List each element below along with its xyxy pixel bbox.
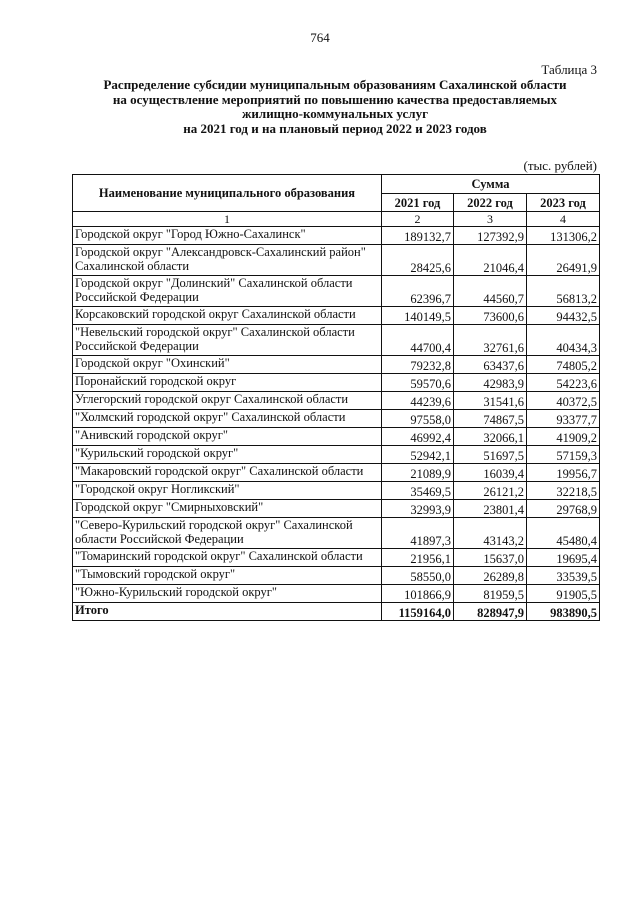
municipality-name: Городской округ "Смирныховский"	[73, 500, 382, 518]
amount-2023: 40434,3	[527, 325, 600, 356]
amount-2022: 23801,4	[454, 500, 527, 518]
table-row	[73, 500, 600, 518]
amount-2021: 189132,7	[382, 227, 454, 245]
municipality-name: "Городской округ Ногликский"	[73, 482, 382, 500]
sum-column-header: Сумма	[382, 175, 600, 194]
amount-2021: 52942,1	[382, 446, 454, 464]
amount-2022: 26121,2	[454, 482, 527, 500]
table-row	[73, 374, 600, 392]
amount-2022: 32066,1	[454, 428, 527, 446]
amount-2021: 44700,4	[382, 325, 454, 356]
title-line: жилищно-коммунальных услуг	[241, 106, 428, 121]
amount-2021: 21089,9	[382, 464, 454, 482]
table-label: Таблица 3	[541, 62, 597, 77]
table-row	[73, 307, 600, 325]
amount-2022: 26289,8	[454, 567, 527, 585]
municipality-name: Городской округ "Город Южно-Сахалинск"	[73, 227, 382, 245]
amount-2023: 93377,7	[527, 410, 600, 428]
amount-2021: 97558,0	[382, 410, 454, 428]
units-label: (тыс. рублей)	[523, 158, 597, 173]
amount-2023: 94432,5	[527, 307, 600, 325]
page-number: 764	[310, 30, 330, 45]
total-2023: 983890,5	[527, 603, 600, 621]
table-title	[70, 78, 600, 136]
subsidy-table	[72, 174, 600, 621]
amount-2021: 46992,4	[382, 428, 454, 446]
amount-2023: 74805,2	[527, 356, 600, 374]
table-row	[73, 428, 600, 446]
amount-2021: 101866,9	[382, 585, 454, 603]
amount-2023: 29768,9	[527, 500, 600, 518]
year-header-2021: 2021 год	[382, 194, 454, 212]
table-row	[73, 518, 600, 549]
amount-2022: 43143,2	[454, 518, 527, 549]
title-line: на осуществление мероприятий по повышению качества предоставляемых	[112, 91, 558, 107]
table-row	[73, 482, 600, 500]
total-2022: 828947,9	[454, 603, 527, 621]
amount-2023: 56813,2	[527, 276, 600, 307]
table-row	[73, 356, 600, 374]
amount-2023: 45480,4	[527, 518, 600, 549]
amount-2021: 21956,1	[382, 549, 454, 567]
municipality-name: "Холмский городской округ" Сахалинской области	[73, 410, 382, 428]
amount-2023: 32218,5	[527, 482, 600, 500]
total-row	[73, 603, 600, 621]
table-row	[73, 567, 600, 585]
column-index: 3	[454, 212, 527, 227]
municipality-name: "Невельский городской округ" Сахалинской области Российской Федерации	[73, 325, 382, 356]
amount-2022: 81959,5	[454, 585, 527, 603]
municipality-name: "Курильский городской округ"	[73, 446, 382, 464]
amount-2022: 16039,4	[454, 464, 527, 482]
table-row	[73, 549, 600, 567]
table-row	[73, 446, 600, 464]
amount-2021: 140149,5	[382, 307, 454, 325]
amount-2022: 63437,6	[454, 356, 527, 374]
amount-2022: 127392,9	[454, 227, 527, 245]
amount-2022: 42983,9	[454, 374, 527, 392]
amount-2022: 44560,7	[454, 276, 527, 307]
table-row	[73, 245, 600, 276]
name-column-header: Наименование муниципального образования	[73, 175, 382, 212]
table-row	[73, 410, 600, 428]
amount-2022: 74867,5	[454, 410, 527, 428]
amount-2021: 59570,6	[382, 374, 454, 392]
municipality-name: "Северо-Курильский городской округ" Сахалинской области Российской Федерации	[73, 518, 382, 549]
amount-2023: 33539,5	[527, 567, 600, 585]
table-row	[73, 392, 600, 410]
municipality-name: Корсаковский городской округ Сахалинской области	[73, 307, 382, 325]
amount-2023: 91905,5	[527, 585, 600, 603]
amount-2021: 28425,6	[382, 245, 454, 276]
municipality-name: Городской округ "Долинский" Сахалинской области Российской Федерации	[73, 276, 382, 307]
municipality-name: "Анивский городской округ"	[73, 428, 382, 446]
amount-2022: 73600,6	[454, 307, 527, 325]
title-line: Распределение субсидии муниципальным образованиям Сахалинской области	[103, 77, 567, 92]
municipality-name: "Тымовский городской округ"	[73, 567, 382, 585]
amount-2022: 15637,0	[454, 549, 527, 567]
municipality-name: Городской округ "Александровск-Сахалинский район" Сахалинской области	[73, 245, 382, 276]
year-header-2023: 2023 год	[527, 194, 600, 212]
amount-2021: 41897,3	[382, 518, 454, 549]
municipality-name: "Макаровский городской округ" Сахалинской области	[73, 464, 382, 482]
total-label: Итого	[73, 603, 382, 621]
amount-2022: 21046,4	[454, 245, 527, 276]
table-row	[73, 276, 600, 307]
amount-2023: 41909,2	[527, 428, 600, 446]
title-line: на 2021 год и на плановый период 2022 и 2023 годов	[183, 120, 487, 136]
municipality-name: Городской округ "Охинский"	[73, 356, 382, 374]
amount-2023: 57159,3	[527, 446, 600, 464]
amount-2023: 19695,4	[527, 549, 600, 567]
amount-2023: 19956,7	[527, 464, 600, 482]
amount-2022: 51697,5	[454, 446, 527, 464]
amount-2023: 40372,5	[527, 392, 600, 410]
amount-2021: 62396,7	[382, 276, 454, 307]
municipality-name: Углегорский городской округ Сахалинской области	[73, 392, 382, 410]
municipality-name: Поронайский городской округ	[73, 374, 382, 392]
municipality-name: "Южно-Курильский городской округ"	[73, 585, 382, 603]
amount-2021: 35469,5	[382, 482, 454, 500]
amount-2022: 31541,6	[454, 392, 527, 410]
amount-2021: 44239,6	[382, 392, 454, 410]
amount-2021: 79232,8	[382, 356, 454, 374]
table-row	[73, 227, 600, 245]
year-header-2022: 2022 год	[454, 194, 527, 212]
municipality-name: "Томаринский городской округ" Сахалинской области	[73, 549, 382, 567]
amount-2022: 32761,6	[454, 325, 527, 356]
table-row	[73, 464, 600, 482]
column-index: 4	[527, 212, 600, 227]
amount-2021: 32993,9	[382, 500, 454, 518]
table-row	[73, 325, 600, 356]
table-row	[73, 585, 600, 603]
amount-2021: 58550,0	[382, 567, 454, 585]
total-2021: 1159164,0	[382, 603, 454, 621]
amount-2023: 131306,2	[527, 227, 600, 245]
column-index: 1	[73, 212, 382, 227]
amount-2023: 26491,9	[527, 245, 600, 276]
amount-2023: 54223,6	[527, 374, 600, 392]
column-index: 2	[382, 212, 454, 227]
